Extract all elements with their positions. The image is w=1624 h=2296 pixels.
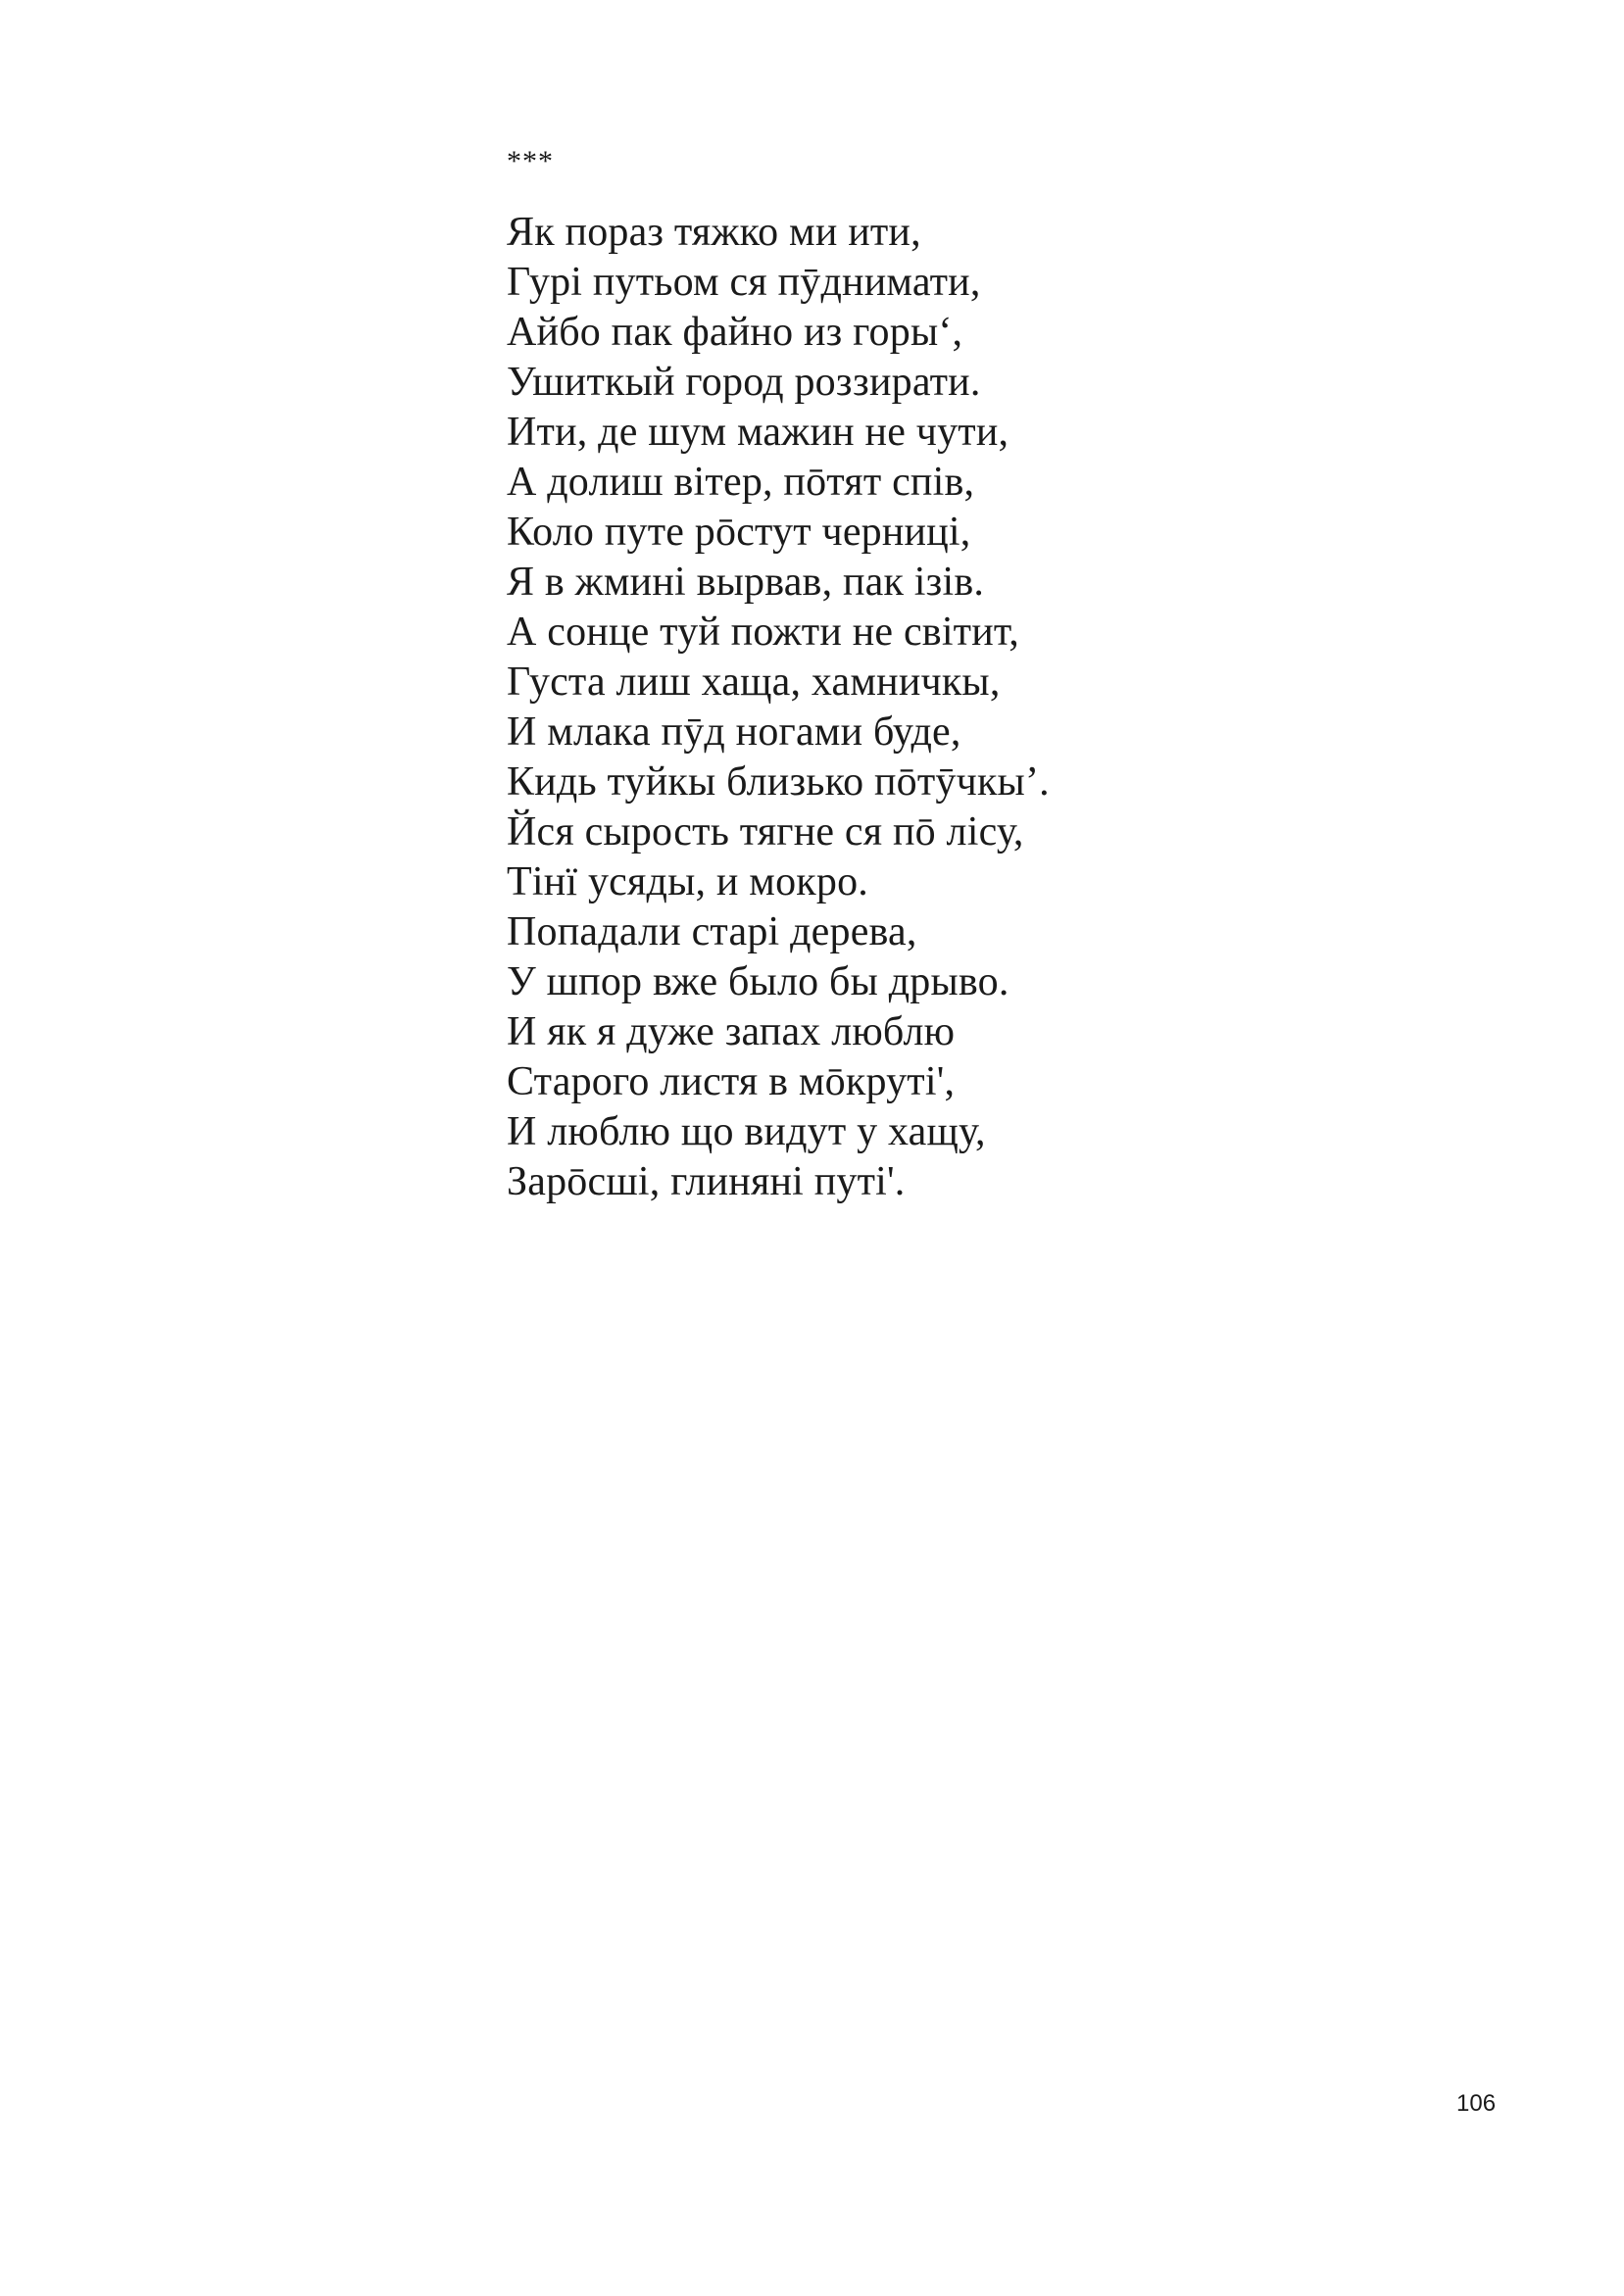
verse-line: Гурі путьом ся пӯднимати,	[507, 260, 981, 305]
verse-line: Ити, де шум мажин не чути,	[507, 410, 1009, 455]
verse-line: И люблю що видут у хащу,	[507, 1109, 986, 1154]
page-number: 106	[1456, 2090, 1497, 2117]
verse-line: Ушиткый город роззирати.	[507, 360, 981, 405]
verse-line: Зарōсші, глиняні путі'.	[507, 1159, 906, 1204]
poem-separator: ***	[507, 145, 554, 177]
verse-line: У шпор вже было бы дрыво.	[507, 959, 1009, 1004]
verse-line: Айбо пак файно из горы‘,	[507, 310, 963, 355]
verse-line: Старого листя в мōкруті',	[507, 1059, 956, 1104]
verse-line: И млака пӯд ногами буде,	[507, 709, 961, 755]
verse-line: А долиш вітер, пōтят спів,	[507, 460, 975, 505]
poem	[507, 147, 1389, 1207]
verse-line: Як пораз тяжко ми ити,	[507, 210, 921, 255]
verse-line: Йся сырость тягне ся пō лісу,	[507, 809, 1024, 855]
verse-line: Попадали старі дерева,	[507, 909, 917, 954]
verse-line: И як я дуже запах люблю	[507, 1009, 956, 1054]
verse-line: Тінї усяды, и мокро.	[507, 859, 868, 904]
verse-line: Коло путе рōстут черниці,	[507, 510, 971, 555]
verse-lines	[507, 208, 1389, 1207]
verse-line: А сонце туй пожти не світит,	[507, 610, 1020, 655]
verse-line: Густа лиш хаща, хамничкы,	[507, 659, 1001, 705]
verse-line: Я в жмині вырвав, пак ізів.	[507, 560, 985, 605]
verse-line: Кидь туйкы близько пōтӯчкы’.	[507, 759, 1050, 805]
